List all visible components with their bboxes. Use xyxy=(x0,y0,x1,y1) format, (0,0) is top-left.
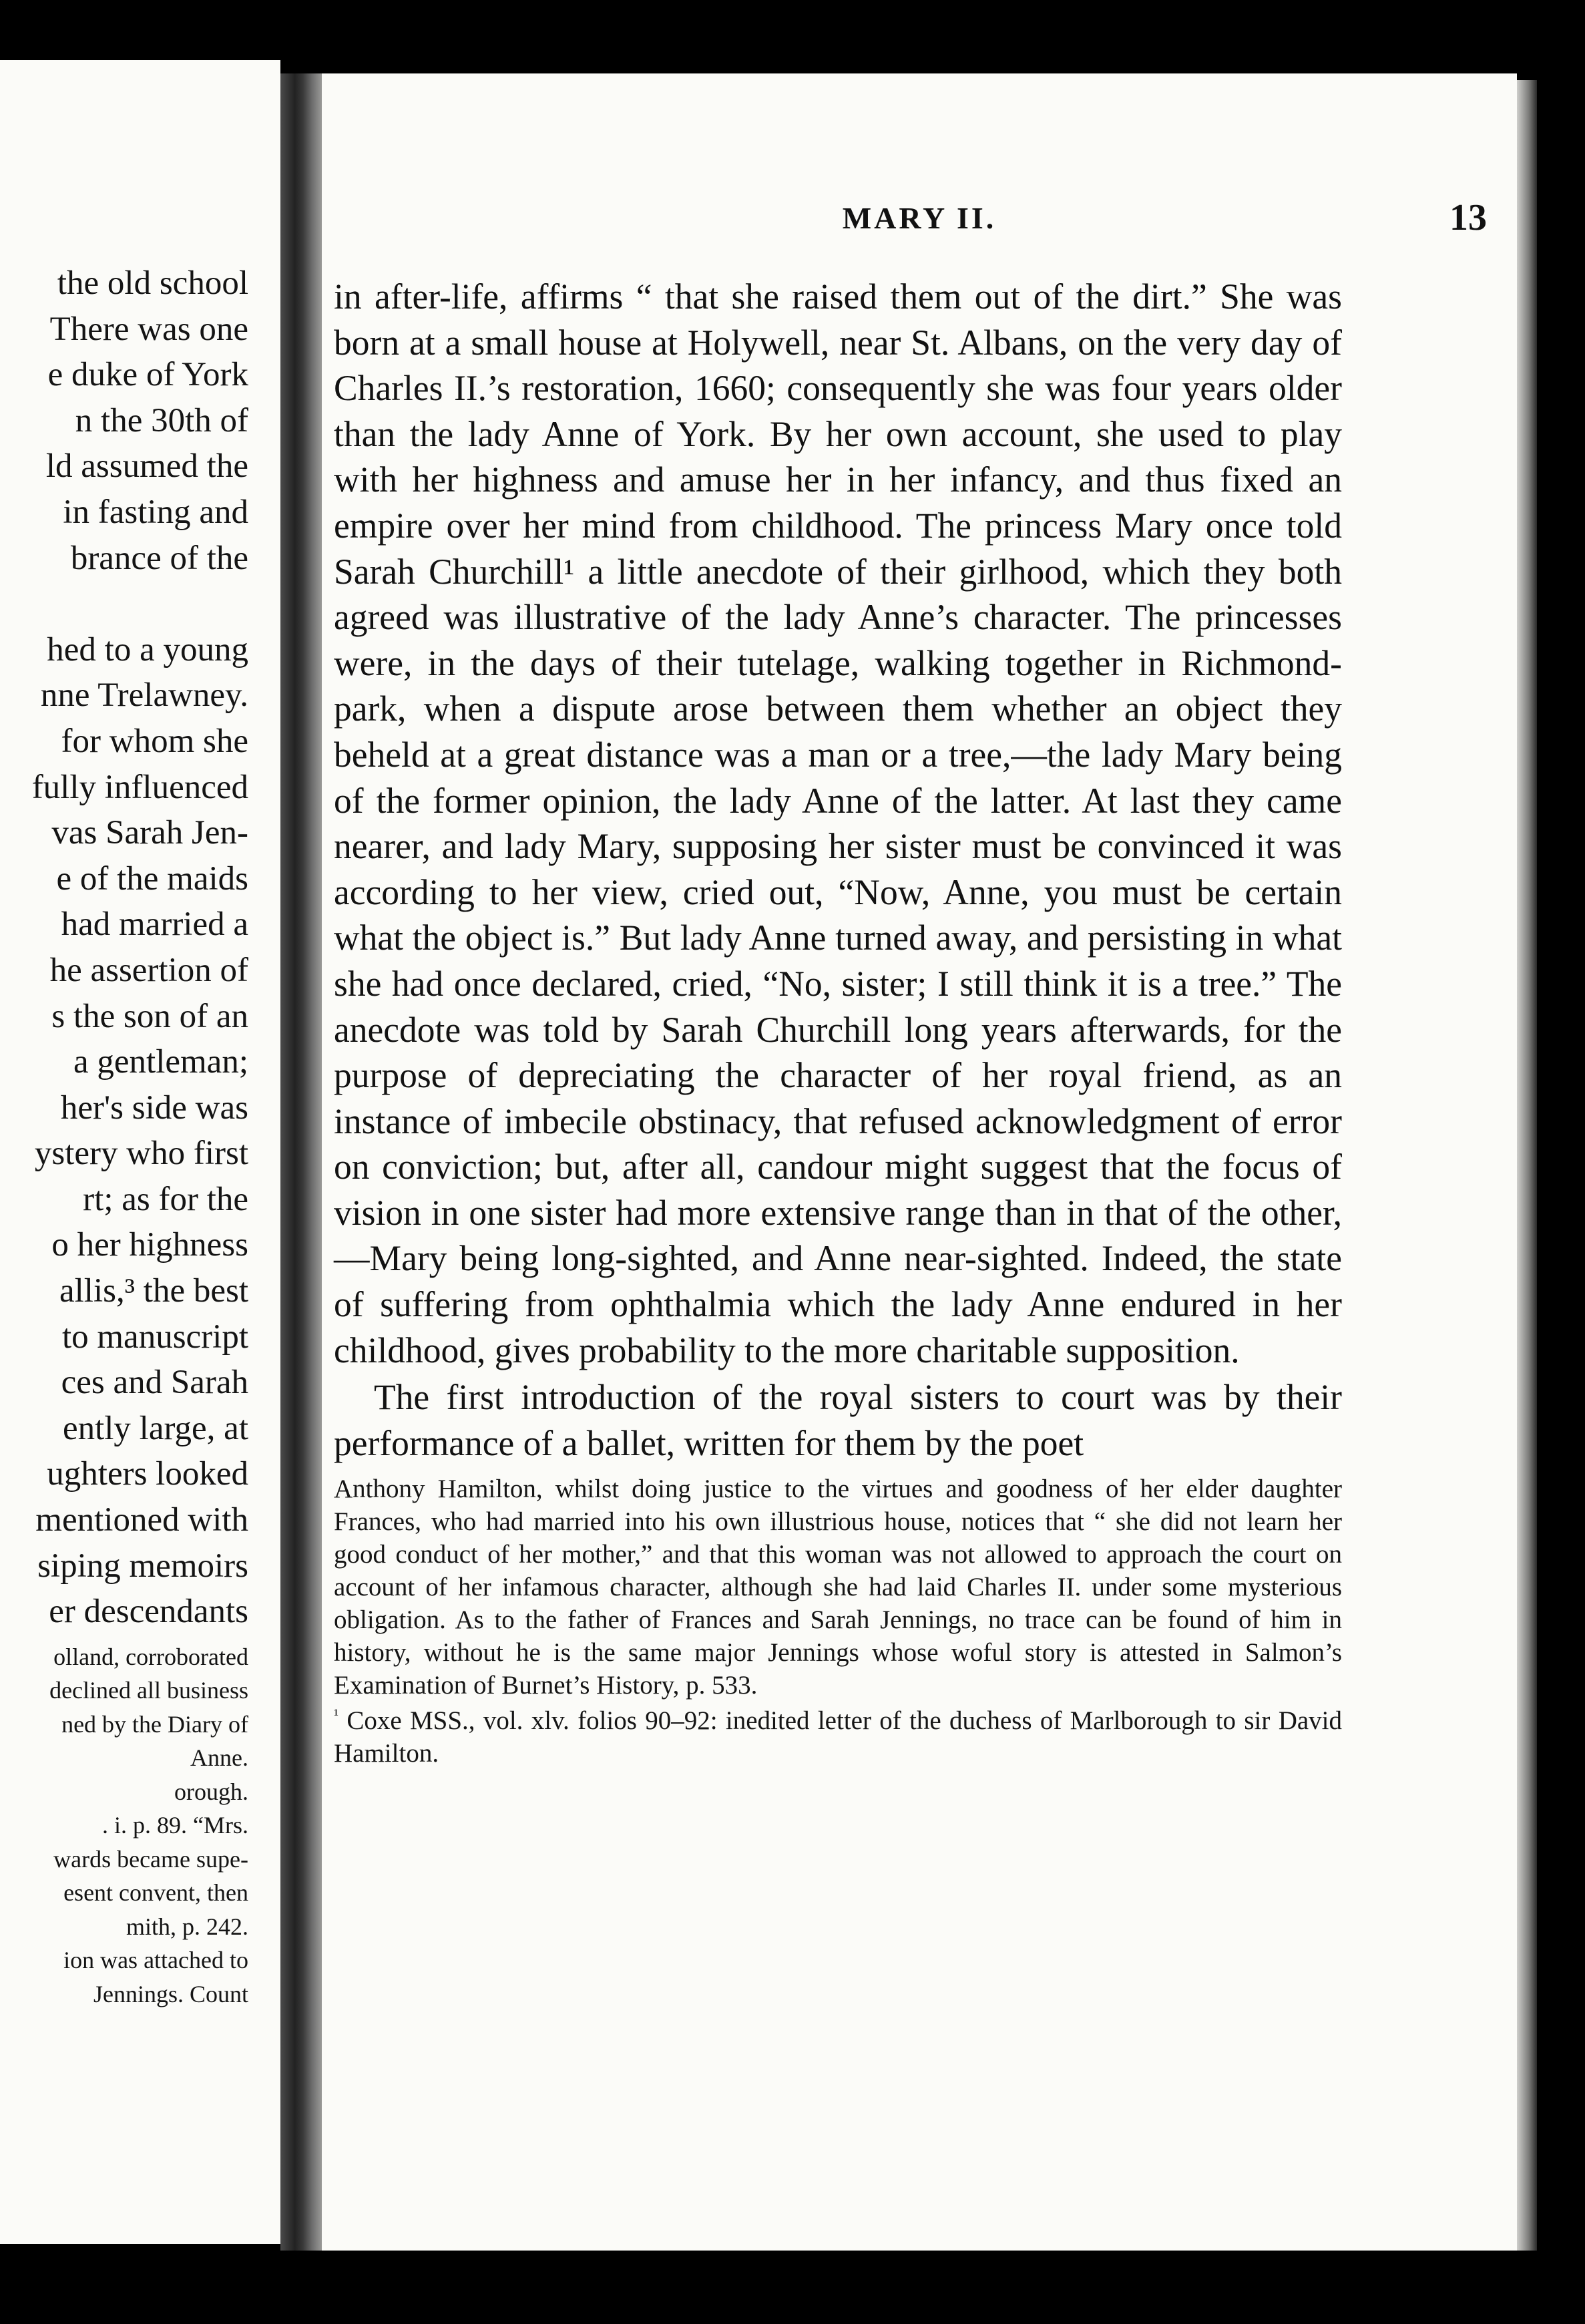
left-line: ughters looked xyxy=(47,1455,248,1493)
left-line: had married a xyxy=(61,906,248,944)
left-footnote-line: wards became supe- xyxy=(53,1845,248,1873)
left-line: There was one xyxy=(49,310,248,348)
left-line: fully influenced xyxy=(31,768,248,806)
left-line: ystery who first xyxy=(34,1135,248,1173)
left-line: the old school xyxy=(57,264,248,302)
left-line: s the son of an xyxy=(51,997,248,1035)
left-footnote-line: Jennings. Count xyxy=(93,1980,248,2007)
left-line: ently large, at xyxy=(62,1409,248,1447)
left-line: ld assumed the xyxy=(45,447,248,486)
left-footnote-line: olland, corroborated xyxy=(53,1643,248,1670)
left-footnote-line: ned by the Diary of xyxy=(61,1710,248,1738)
running-title: MARY II. xyxy=(842,201,997,235)
left-footnote-line: esent convent, then xyxy=(63,1879,248,1907)
left-page-text xyxy=(32,260,248,2011)
footnotes xyxy=(334,1473,1342,1770)
left-facing-page xyxy=(0,60,280,2244)
left-line: to manuscript xyxy=(61,1318,248,1356)
left-line: allis,³ the best xyxy=(59,1272,248,1310)
left-line: vas Sarah Jen- xyxy=(51,814,248,852)
paragraph-anecdote: in after-life, affirms “ that she raised them out of the dirt.” She was born at a small house at Holywell, near St. Albans, on the very day of Charles II.’s restoration, 1660; consequently she was four years older than the lady Anne of York. By her own account, she used to play with her highness and amuse her in her infancy, and thus fixed an empire over her mind from childhood. The princess Mary once told Sarah Churchill¹ a little anecdote of their girlhood, which they both agreed was illustrative of the lady Anne’s character. The princesses were, in the days of their tutelage, walking together in Richmond-park, when a dispute arose between them whether an object they beheld at a great distance was a man or a tree,—the lady Mary being of the former opinion, the lady Anne of the latter. At last they came nearer, and lady Mary, supposing her sister must be convinced it was according to her view, cried out, “Now, Anne, you must be certain what the object is.” But lady Anne turned away, and persisting in what she had once declared, cried, “No, sister; I still think it is a tree.” The anecdote was told by Sarah Churchill long years afterwards, for the purpose of depreciating the character of her royal friend, as an instance of imbecile obstinacy, that refused acknowledgment of error on conviction; but, after all, candour might suggest that the focus of vision in one sister had more extensive range than in that of the other,—Mary being long-sighted, and Anne near-sighted. Indeed, the state of suffering from ophthalmia which the lady Anne endured in her childhood, gives probability to the more charitable supposition. xyxy=(334,276,1342,1370)
left-footnote-line: ion was attached to xyxy=(63,1947,248,1974)
left-line: brance of the xyxy=(70,539,248,577)
left-line: siping memoirs xyxy=(37,1547,248,1585)
left-line: e of the maids xyxy=(56,859,248,898)
left-line: in fasting and xyxy=(63,493,248,531)
footnote-1-text: Coxe MSS., vol. xlv. folios 90–92: inedited letter of the duchess of Marlborough to sir David Hamilton. xyxy=(334,1706,1342,1768)
left-footnote-line: declined all business xyxy=(49,1677,248,1704)
left-line: for whom she xyxy=(61,722,248,760)
left-footnote-line: orough. xyxy=(174,1778,248,1805)
left-line: hed to a young xyxy=(47,630,248,668)
left-line: a gentleman; xyxy=(73,1043,248,1081)
left-footnote-line: mith, p. 242. xyxy=(126,1913,248,1940)
footnote-continued: Anthony Hamilton, whilst doing justice to the virtues and goodness of her elder daughter Frances, who had married into his own illustrious house, notices that “ she did not learn her good conduct of her mother,” and that this woman was not allowed to approach the court on account of her infamous character, although she had laid Charles II. under some mysterious obligation. As to the father of Frances and Sarah Jennings, no trace can be found of him in history, without he is the same major Jennings whose woful story is attested in Salmon’s Examination of Burnet’s History, p. 533. xyxy=(334,1475,1342,1700)
body-text xyxy=(334,274,1342,1770)
running-head xyxy=(322,197,1517,247)
left-footnote-line: . i. p. 89. “Mrs. xyxy=(102,1812,248,1839)
left-footnote-line: Anne. xyxy=(190,1744,248,1772)
left-line: he assertion of xyxy=(49,951,248,989)
page-edge-shadow xyxy=(1517,80,1537,2251)
left-line: rt; as for the xyxy=(83,1180,248,1218)
page-number: 13 xyxy=(1449,197,1487,238)
paragraph-ballet: The first introduction of the royal sisters to court was by their performance of a ballet, written for them by the poet xyxy=(334,1377,1342,1463)
book-gutter xyxy=(280,73,322,2251)
main-page xyxy=(322,73,1517,2251)
left-line: er descendants xyxy=(49,1593,248,1631)
left-line-blank xyxy=(32,581,248,627)
left-line: o her highness xyxy=(51,1226,248,1264)
left-line: n the 30th of xyxy=(75,401,248,439)
left-line: e duke of York xyxy=(47,356,248,394)
left-footnotes xyxy=(32,1640,248,2011)
footnote-1-marker: ¹ xyxy=(334,1706,339,1724)
left-line: ces and Sarah xyxy=(61,1364,248,1402)
left-line: mentioned with xyxy=(35,1501,248,1539)
left-line: nne Trelawney. xyxy=(40,676,248,715)
left-line: her's side was xyxy=(60,1089,248,1127)
footnote-1 xyxy=(334,1704,1342,1770)
